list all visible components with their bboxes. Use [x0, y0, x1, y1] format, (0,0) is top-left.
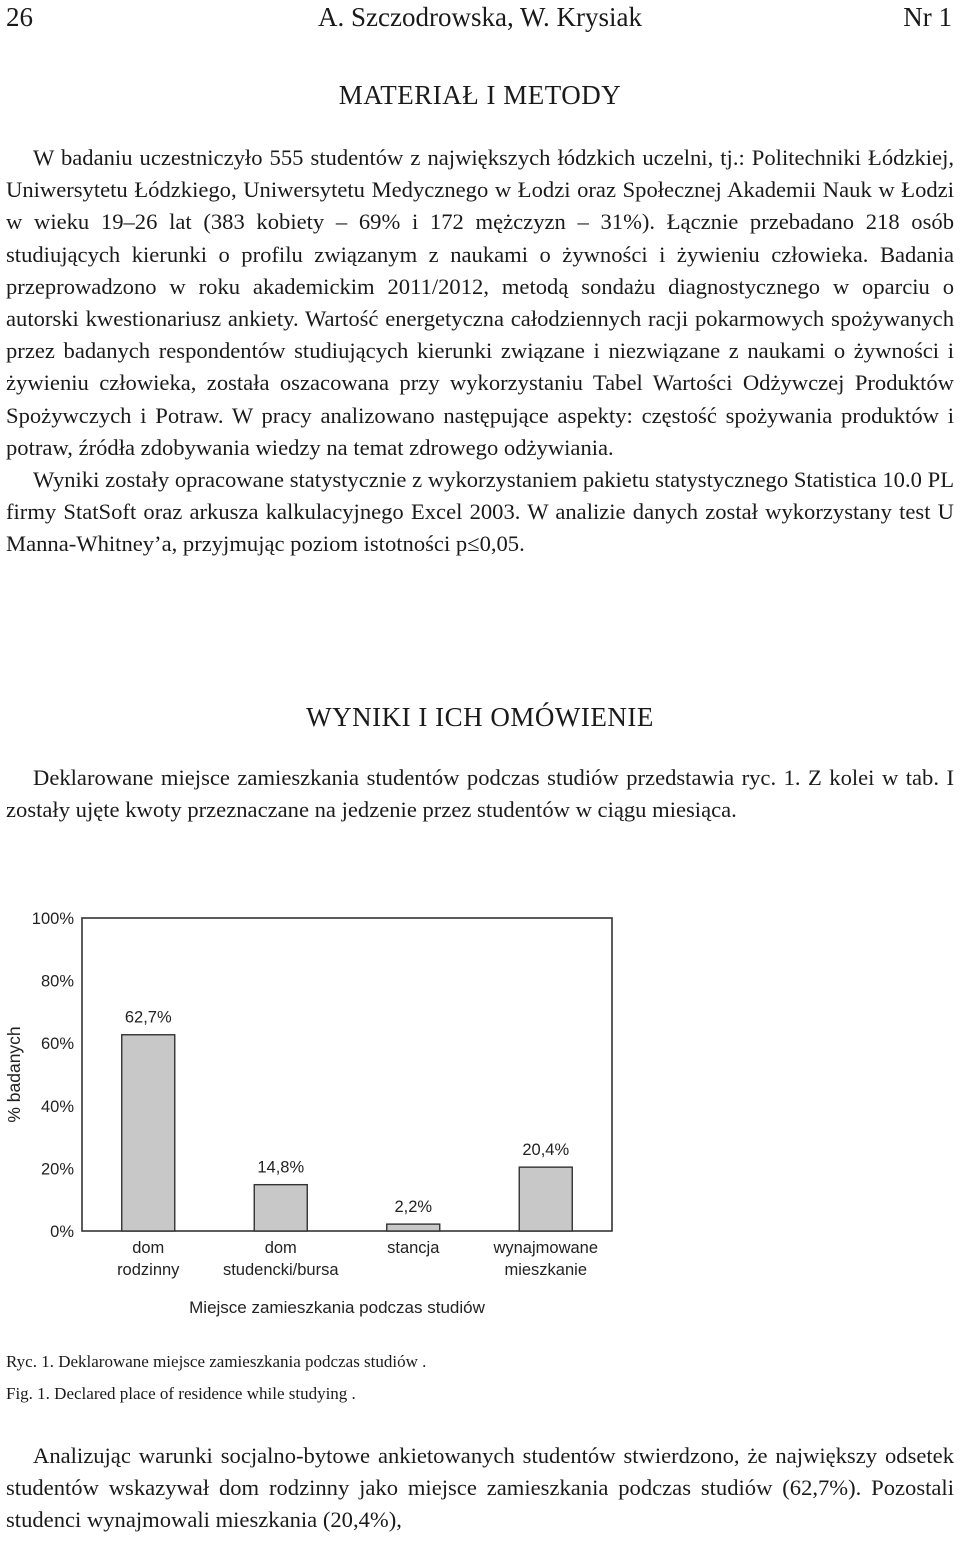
y-tick-label: 0%: [50, 1223, 74, 1241]
figure-caption-en: Fig. 1. Declared place of residence while studying .: [6, 1384, 356, 1403]
y-tick-label: 60%: [40, 1035, 74, 1054]
y-tick-label: 80%: [40, 972, 74, 991]
x-category-label: stancja: [387, 1239, 440, 1257]
bar-data-label: 20,4%: [522, 1141, 570, 1160]
bar: [519, 1167, 572, 1231]
bar: [254, 1185, 307, 1231]
page-number: 26: [6, 2, 33, 32]
x-category-label: mieszkanie: [504, 1261, 588, 1279]
bar-data-label: 14,8%: [257, 1158, 305, 1177]
y-tick-label: 40%: [40, 1097, 74, 1116]
results-paragraph-2: Analizując warunki socjalno-bytowe ankietowanych studentów stwierdzono, że największy odsetek studentów wskazywał dom rodzinny jako miejsce zamieszkania podczas studiów (62,7%). Pozostali studenci wynajmowali mieszkania (20,4%),: [6, 1443, 954, 1533]
methods-paragraph-2: Wyniki zostały opracowane statystycznie z wykorzystaniem pakietu statystycznego Statistica 10.0 PL firmy StatSoft oraz arkusza kalkulacyjnego Excel 2003. W analizie danych został wykorzystany test U Manna-Whitney’a, przyjmując poziom istotności p≤0,05.: [6, 467, 954, 557]
methods-text: [6, 142, 954, 561]
bar: [122, 1035, 175, 1231]
results-paragraph-1: Deklarowane miejsce zamieszkania studentów podczas studiów przedstawia ryc. 1. Z kolei w tab. I zostały ujęte kwoty przeznaczane na jedzenie przez studentów w ciągu miesiąca.: [6, 765, 954, 823]
results-discussion-text: [6, 1440, 954, 1537]
y-tick-label: 20%: [40, 1160, 74, 1179]
bar-data-label: 2,2%: [394, 1198, 433, 1217]
issue-number: Nr 1: [903, 2, 952, 32]
x-category-label: wynajmowane: [493, 1239, 599, 1257]
residence-bar-chart: [0, 895, 960, 1325]
x-category-label: dom: [264, 1239, 297, 1257]
section-heading-methods: MATERIAŁ I METODY: [338, 80, 622, 110]
bar-data-label: 62,7%: [124, 1008, 172, 1027]
bar: [387, 1224, 440, 1231]
methods-paragraph-1: W badaniu uczestniczyło 555 studentów z największych łódzkich uczelni, tj.: Politechniki Łódzkiej, Uniwersytetu Łódzkiego, Uniwersytetu Medycznego w Łodzi oraz Społecznej Akademii Nauk w Łodzi w wieku 19–26 lat (383 kobiety – 69% i 172 mężczyzn – 31%). Łącznie przebadano 218 osób studiujących kierunki o profilu związanym z naukami o żywności i żywieniu człowieka. Badania przeprowadzono w roku akademickim 2011/2012, metodą sondażu diagnostycznego w oparciu o autorski kwestionariusz ankiety. Wartość energetyczna całodziennych racji pokarmowych spożywanych przez badanych respondentów studiujących kierunki związane i niezwiązane z naukami o żywności i żywieniu człowieka, została oszacowana przy wykorzystaniu Tabel Wartości Odżywczej Produktów Spożywczych i Potraw. W pracy analizowano następujące aspekty: częstość spożywania produktów i potraw, źródła zdobywania wiedzy na temat zdrowego odżywiania.: [6, 145, 954, 460]
results-intro-text: [6, 762, 954, 826]
section-heading-results: WYNIKI I ICH OMÓWIENIE: [306, 702, 654, 732]
y-axis-label: % badanych: [4, 1026, 24, 1123]
figure-caption-pl: Ryc. 1. Deklarowane miejsce zamieszkania podczas studiów .: [6, 1352, 427, 1371]
x-category-label: dom: [132, 1239, 165, 1257]
x-category-label: rodzinny: [117, 1261, 180, 1279]
x-category-label: studencki/bursa: [222, 1261, 339, 1279]
running-header-authors: A. Szczodrowska, W. Krysiak: [318, 2, 642, 32]
y-tick-label: 100%: [31, 910, 74, 928]
x-axis-label: Miejsce zamieszkania podczas studiów: [189, 1298, 485, 1317]
